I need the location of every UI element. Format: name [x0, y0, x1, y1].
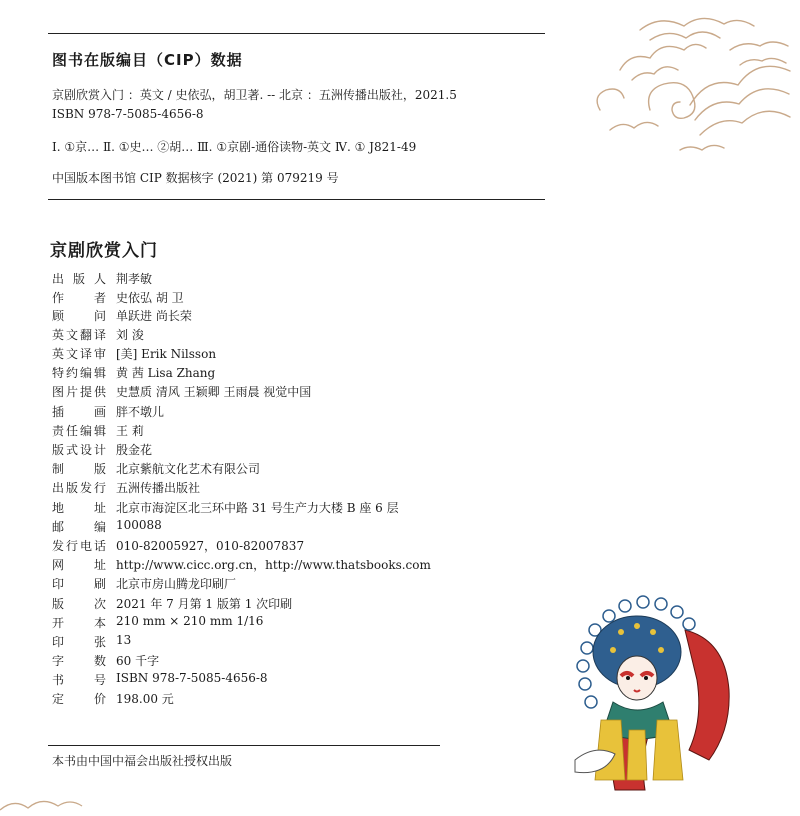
credit-label: 出版发行 — [52, 481, 106, 495]
credit-label: 英文翻译 — [52, 328, 106, 342]
credit-value: 北京紫航文化艺术有限公司 — [116, 462, 261, 476]
cloud-corner-decoration — [0, 790, 120, 816]
credit-label: 作者 — [52, 290, 106, 305]
cip-catalog-line: 京剧欣赏入门 ：英文 / 史依弘，胡卫著. -- 北京 ：五洲传播出版社，2021.5 — [52, 88, 457, 102]
credit-label: 开本 — [52, 616, 106, 630]
book-title: 京剧欣赏入门 — [50, 241, 158, 261]
credit-label: 发行电话 — [52, 539, 106, 553]
credit-value: 60 千字 — [116, 654, 160, 668]
license-note: 本书由中国中福会出版社授权出版 — [52, 754, 233, 768]
credit-value: 北京市海淀区北三环中路 31 号生产力大楼 B 座 6 层 — [116, 501, 399, 515]
credit-label: 字数 — [52, 654, 106, 668]
credit-value: 单跃进 尚长荣 — [116, 309, 192, 323]
credit-value: 210 mm × 210 mm 1/16 — [116, 614, 264, 628]
credit-label: 特约编辑 — [52, 366, 106, 380]
cip-classification-line: Ⅰ. ①京… Ⅱ. ①史… ②胡… Ⅲ. ①京剧-通俗读物-英文 Ⅳ. ① J821-49 — [52, 140, 417, 154]
footer-rule — [48, 745, 440, 746]
credit-value: 13 — [116, 633, 132, 647]
credit-label: 印张 — [52, 635, 106, 649]
credit-value: 黄 茜 Lisa Zhang — [116, 366, 216, 380]
credit-value: 刘 浚 — [116, 328, 144, 342]
cloud-wave-decoration — [580, 10, 800, 180]
credit-value: 殷金花 — [116, 443, 153, 457]
credit-label: 英文译审 — [52, 347, 106, 361]
cip-title: 图书在版编目（CIP）数据 — [52, 51, 243, 69]
credit-value: 198.00 元 — [116, 692, 174, 706]
credit-label: 地址 — [52, 501, 106, 515]
credit-label: 邮编 — [52, 520, 106, 534]
credit-value: 2021 年 7 月第 1 版第 1 次印刷 — [116, 597, 293, 611]
credit-value: ISBN 978-7-5085-4656-8 — [116, 671, 268, 685]
credit-label: 制版 — [52, 462, 106, 476]
credit-label: 印刷 — [52, 577, 106, 591]
credit-value: 五洲传播出版社 — [116, 481, 201, 495]
credit-label: 图片提供 — [52, 385, 106, 399]
credit-value: http://www.cicc.org.cn，http://www.thatsbooks.com — [116, 558, 431, 572]
credit-label: 网址 — [52, 558, 106, 572]
credit-value: 荆孝敏 — [116, 272, 153, 286]
cip-isbn-line: ISBN 978-7-5085-4656-8 — [52, 107, 204, 121]
credit-label: 责任编辑 — [52, 424, 106, 438]
credit-label: 插画 — [52, 405, 106, 419]
top-rule — [48, 33, 545, 34]
credit-value: 史依弘 胡 卫 — [116, 290, 184, 305]
credit-label: 版次 — [52, 597, 106, 611]
credit-label: 定价 — [52, 692, 106, 706]
credit-label: 出版人 — [52, 272, 106, 286]
credit-value: 北京市房山腾龙印刷厂 — [116, 577, 237, 591]
peking-opera-character-illustration — [565, 590, 750, 805]
cip-bottom-rule — [48, 199, 545, 200]
credit-value: 胖不墩儿 — [116, 405, 165, 419]
credit-value: 王 莉 — [116, 424, 144, 438]
credit-value: [美] Erik Nilsson — [116, 347, 217, 361]
credit-value: 100088 — [116, 518, 162, 532]
cip-record-number: 中国版本图书馆 CIP 数据核字 (2021) 第 079219 号 — [52, 171, 339, 185]
credit-value: 010-82005927，010-82007837 — [116, 539, 305, 553]
credit-value: 史慧质 清风 王颖卿 王雨晨 视觉中国 — [116, 385, 312, 399]
credit-label: 顾问 — [52, 309, 106, 323]
credit-label: 书号 — [52, 673, 106, 687]
credit-label: 版式设计 — [52, 443, 106, 457]
